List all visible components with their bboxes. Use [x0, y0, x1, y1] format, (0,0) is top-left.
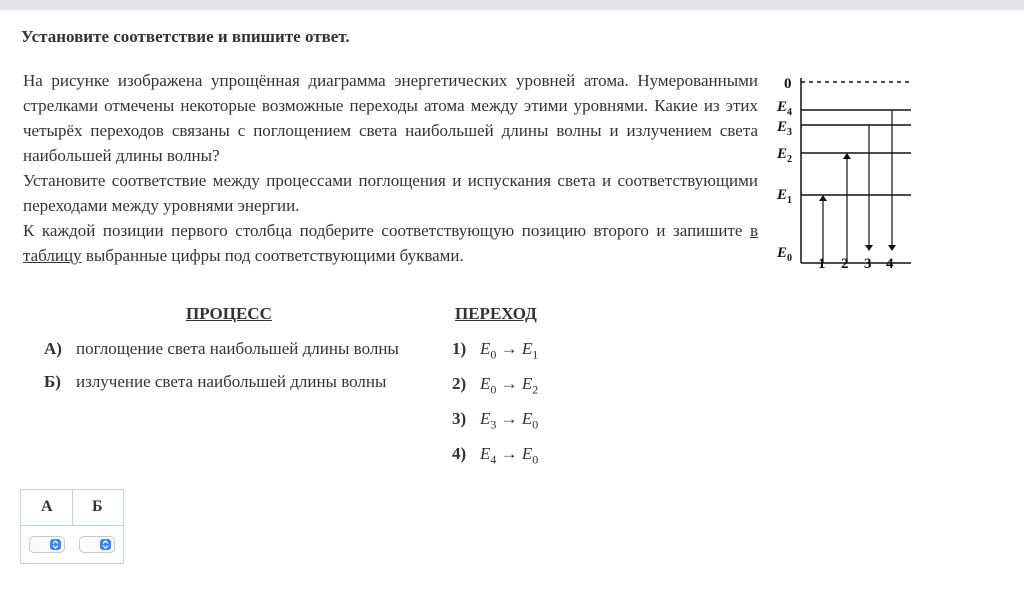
answer-a-select[interactable]: [29, 536, 65, 553]
process-item-a: [44, 339, 399, 359]
transition-formula: $E_3 \to E_0$: [480, 409, 539, 432]
level-e0-label: $E_0$: [777, 245, 793, 264]
transition-formula: $E_0 \to E_2$: [480, 374, 539, 397]
transition-item-4: [452, 444, 538, 467]
level-e1-label: $E_1$: [777, 187, 793, 206]
transition-column-header: ПЕРЕХОД: [455, 304, 537, 323]
level-e4-label: $E_4$: [777, 99, 793, 118]
task-title: Установите соответствие и впишите ответ.: [21, 27, 350, 46]
transition-label: 1): [452, 339, 467, 358]
process-label: А): [44, 339, 62, 358]
process-item-b: [44, 372, 386, 392]
zero-label: 0: [784, 76, 792, 92]
table-link[interactable]: в таблицу: [23, 221, 758, 265]
chevron-up-down-icon: [50, 539, 61, 550]
answer-table: [20, 489, 124, 564]
process-column-header: ПРОЦЕСС: [186, 304, 272, 323]
transition-formula: $E_4 \to E_0$: [480, 444, 539, 467]
transition-formula: $E_0 \to E_1$: [480, 339, 539, 362]
task-paragraph-2: Установите соответствие между процессами поглощения и испускания света и соответствующими переходами между уровнями энергии.: [23, 171, 758, 215]
transition-item-3: [452, 409, 538, 432]
energy-level-diagram: [770, 68, 920, 278]
answer-table-divider: [72, 490, 73, 525]
task-paragraph-3: К каждой позиции первого столбца подберите соответствующую позицию второго и запишите в таблицу выбранные цифры под соответствующими буквами.: [23, 221, 758, 265]
level-e2-label: $E_2$: [777, 146, 793, 165]
process-text: поглощение света наибольшей длины волны: [76, 339, 399, 358]
answer-b-select[interactable]: [79, 536, 115, 553]
answer-column-a: А: [41, 498, 53, 515]
answer-column-b: Б: [92, 498, 103, 515]
level-e3-label: $E_3$: [777, 119, 793, 138]
arrow-number-2: 2: [841, 256, 849, 272]
chevron-up-down-icon: [100, 539, 111, 550]
answer-table-row-divider: [21, 525, 123, 526]
transition-label: 4): [452, 444, 467, 463]
transition-label: 3): [452, 409, 467, 428]
top-bar: [0, 0, 1024, 10]
process-text: излучение света наибольшей длины волны: [76, 372, 387, 391]
transition-item-1: [452, 339, 538, 362]
transition-item-2: [452, 374, 538, 397]
task-text: [23, 68, 758, 268]
arrow-number-4: 4: [886, 256, 894, 272]
task-paragraph-1: На рисунке изображена упрощённая диаграмма энергетических уровней атома. Нумерованными стрелками отмечены некоторые возможные переходы атома между этими уровнями. Какие из этих четырёх переходов связаны с поглощением света наибольшей длины волны и излучением света наибольшей длины волны?: [23, 71, 758, 165]
arrow-number-1: 1: [818, 256, 826, 272]
transition-label: 2): [452, 374, 467, 393]
process-label: Б): [44, 372, 61, 391]
arrow-number-3: 3: [864, 256, 872, 272]
